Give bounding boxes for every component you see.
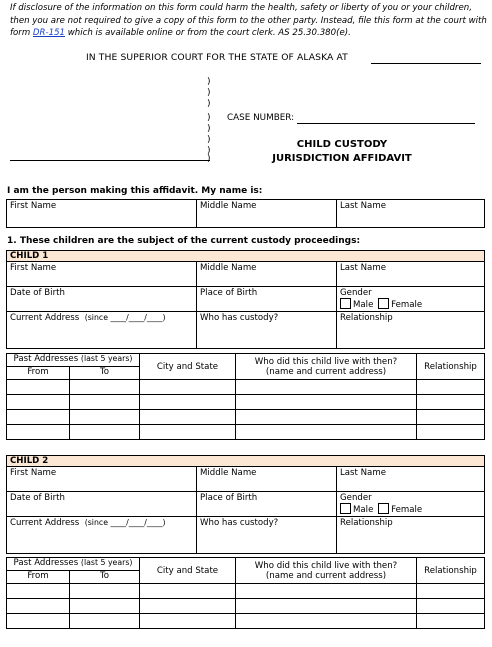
lived-with-header [236,354,417,380]
relationship-cell[interactable] [417,410,485,425]
child-first-name-field[interactable]: First Name [7,262,197,287]
male-checkbox[interactable] [340,503,351,514]
current-address-label: Current Address [10,518,80,528]
lived-with-cell[interactable] [236,410,417,425]
city-state-cell[interactable] [140,599,236,614]
notice-text: If disclosure of the information on this form could harm the health, safety or liberty of you or your children, then you are not required to give a copy of this form to the other party. Instead, file this form at the court with form [10,3,487,38]
past-addresses-header [7,558,140,571]
child-relationship-field[interactable]: Relationship [337,517,485,554]
last-5-years-label: (last 5 years) [80,558,133,567]
child-2-header: CHILD 2 [7,456,485,467]
affiant-middle-name-field[interactable]: Middle Name [197,200,337,228]
since-label: (since ____/____/____) [84,518,166,527]
case-number-line[interactable] [297,123,475,124]
child-middle-name-field[interactable]: Middle Name [197,467,337,492]
lived-with-header [236,558,417,584]
from-cell[interactable] [7,584,70,599]
to-cell[interactable] [70,395,140,410]
to-cell[interactable] [70,599,140,614]
to-cell[interactable] [70,425,140,440]
past-addresses-label: Past Addresses [13,354,79,364]
from-header: From [7,367,70,380]
affiant-name-table [6,199,485,228]
from-cell[interactable] [7,614,70,629]
male-label: Male [353,505,374,515]
city-state-header: City and State [140,558,236,584]
child-last-name-field[interactable]: Last Name [337,467,485,492]
child-pob-field[interactable]: Place of Birth [197,287,337,312]
child-custody-field[interactable]: Who has custody? [197,517,337,554]
relationship-cell[interactable] [417,425,485,440]
lived-with-cell[interactable] [236,425,417,440]
child-1-table [6,250,485,349]
dr-151-link[interactable]: DR-151 [32,28,66,38]
child-pob-field[interactable]: Place of Birth [197,492,337,517]
past-addresses-header [7,354,140,367]
notice-text-end: which is available online or from the court clerk. AS 25.30.380(e). [65,28,351,38]
section-1-heading: 1. These children are the subject of the current custody proceedings: [7,236,361,246]
from-cell[interactable] [7,395,70,410]
to-header: To [70,367,140,380]
caption-paren: ) [207,88,211,98]
court-heading: IN THE SUPERIOR COURT FOR THE STATE OF ALASKA AT [86,52,348,63]
child-1-past-addresses-table [6,353,485,440]
to-cell[interactable] [70,380,140,395]
form-title-line2: JURISDICTION AFFIDAVIT [272,153,412,164]
caption-paren: ) [207,135,211,145]
lived-with-cell[interactable] [236,599,417,614]
male-checkbox[interactable] [340,298,351,309]
past-addresses-label: Past Addresses [13,558,79,568]
relationship-header: Relationship [417,558,485,584]
city-state-header: City and State [140,354,236,380]
lived-with-cell[interactable] [236,395,417,410]
caption-paren: ) [207,77,211,87]
to-cell[interactable] [70,584,140,599]
child-first-name-field[interactable]: First Name [7,467,197,492]
relationship-cell[interactable] [417,584,485,599]
current-address-label: Current Address [10,313,80,323]
affiant-heading: I am the person making this affidavit. My name is: [7,186,263,196]
child-current-address-field[interactable] [7,312,197,349]
form-title-line1: CHILD CUSTODY [296,139,388,150]
city-state-cell[interactable] [140,410,236,425]
female-checkbox[interactable] [378,503,389,514]
affiant-first-name-field[interactable]: First Name [7,200,197,228]
child-gender-field [337,492,485,517]
child-current-address-field[interactable] [7,517,197,554]
lived-with-cell[interactable] [236,614,417,629]
relationship-cell[interactable] [417,599,485,614]
to-cell[interactable] [70,614,140,629]
relationship-cell[interactable] [417,395,485,410]
case-number-label: CASE NUMBER: [227,113,295,123]
child-dob-field[interactable]: Date of Birth [7,287,197,312]
from-cell[interactable] [7,425,70,440]
lived-with-line1: Who did this child live with then? [254,560,398,571]
city-state-cell[interactable] [140,584,236,599]
female-checkbox[interactable] [378,298,389,309]
gender-label: Gender [340,493,372,503]
lived-with-cell[interactable] [236,380,417,395]
male-label: Male [353,300,374,310]
caption-paren: ) [207,124,211,134]
child-middle-name-field[interactable]: Middle Name [197,262,337,287]
child-2-past-addresses-table [6,557,485,629]
lived-with-line2: (name and current address) [265,570,387,581]
lived-with-line1: Who did this child live with then? [254,356,398,367]
child-last-name-field[interactable]: Last Name [337,262,485,287]
relationship-cell[interactable] [417,380,485,395]
from-header: From [7,571,70,584]
to-header: To [70,571,140,584]
lived-with-line2: (name and current address) [265,366,387,377]
last-5-years-label: (last 5 years) [80,354,133,363]
relationship-cell[interactable] [417,614,485,629]
child-2-table [6,455,485,554]
city-state-cell[interactable] [140,614,236,629]
affiant-last-name-field[interactable]: Last Name [337,200,485,228]
confidentiality-notice [10,2,488,40]
relationship-header: Relationship [417,354,485,380]
caption-paren: ) [207,154,211,164]
city-state-cell[interactable] [140,425,236,440]
from-cell[interactable] [7,410,70,425]
child-custody-field[interactable]: Who has custody? [197,312,337,349]
child-dob-field[interactable]: Date of Birth [7,492,197,517]
from-cell[interactable] [7,380,70,395]
from-cell[interactable] [7,599,70,614]
court-location-line[interactable] [371,63,481,64]
caption-paren: ) [207,146,211,156]
caption-party-line[interactable] [10,160,210,161]
caption-paren: ) [207,113,211,123]
since-label: (since ____/____/____) [84,313,166,322]
child-relationship-field[interactable]: Relationship [337,312,485,349]
female-label: Female [391,300,423,310]
caption-paren: ) [207,99,211,109]
female-label: Female [391,505,423,515]
gender-label: Gender [340,288,372,298]
child-gender-field [337,287,485,312]
city-state-cell[interactable] [140,380,236,395]
city-state-cell[interactable] [140,395,236,410]
to-cell[interactable] [70,410,140,425]
lived-with-cell[interactable] [236,584,417,599]
child-1-header: CHILD 1 [7,251,485,262]
